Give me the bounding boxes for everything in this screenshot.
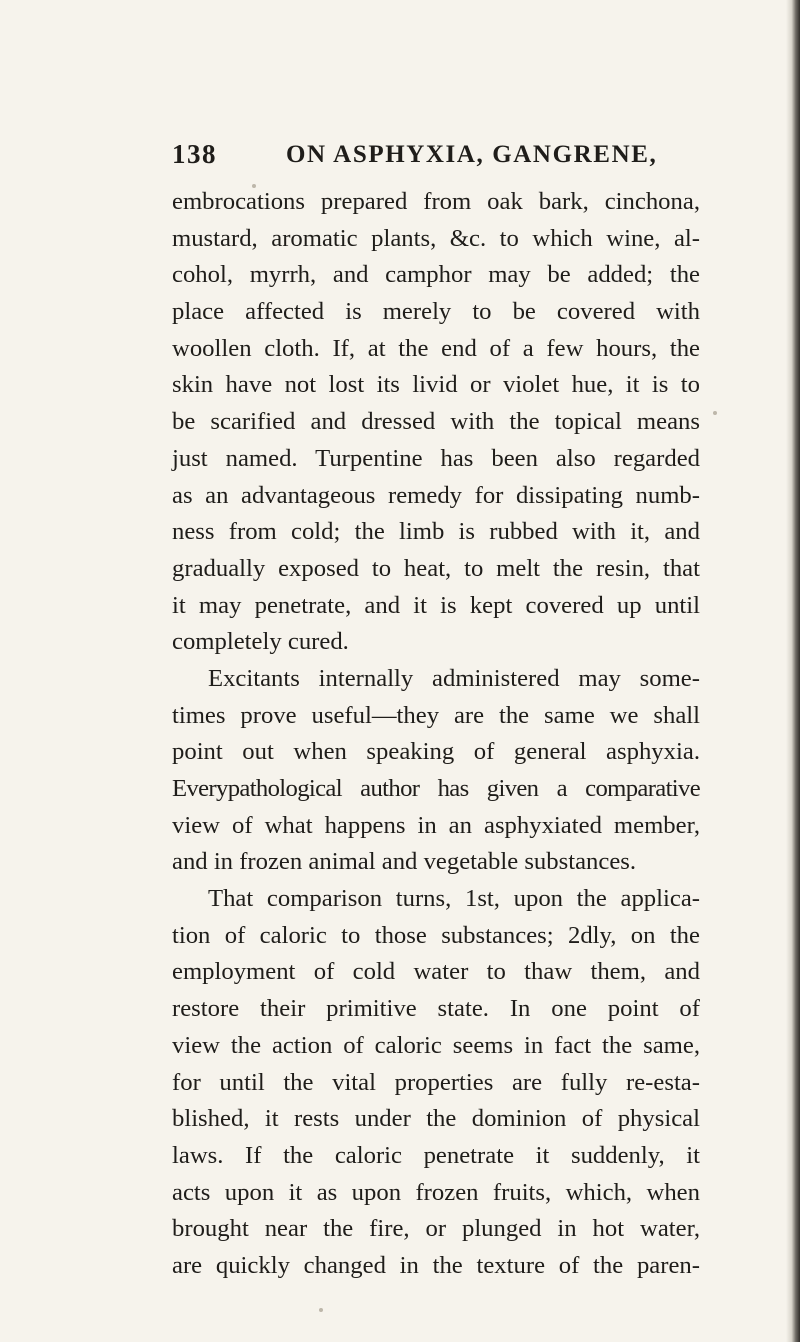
text-line: tion of caloric to those substances; 2dly, on the [172,921,700,949]
text-line: place affected is merely to be covered with [172,298,700,326]
text-line: woollen cloth. If, at the end of a few hours, the [172,334,700,362]
text-line: Everypathological author has given a comparative [172,775,700,802]
text-line: as an advantageous remedy for dissipating numb- [172,481,700,509]
text-line: it may penetrate, and it is kept covered up until [172,591,700,619]
page-edge-shadow [786,0,800,1342]
text-line: laws. If the caloric penetrate it suddenly, it [172,1141,700,1169]
text-line: ness from cold; the limb is rubbed with it, and [172,518,700,546]
text-line: skin have not lost its livid or violet hue, it is to [172,371,700,399]
text-line: brought near the fire, or plunged in hot water, [172,1215,700,1243]
running-title: ON ASPHYXIA, GANGRENE, [286,141,658,168]
text-line: completely cured. [172,628,349,656]
paragraph-start-line: That comparison turns, 1st, upon the applica- [208,885,700,913]
text-line: gradually exposed to heat, to melt the resin, that [172,554,700,582]
text-line: mustard, aromatic plants, &c. to which wine, al- [172,224,700,252]
text-line: be scarified and dressed with the topical means [172,408,700,436]
paper-speck [713,411,717,415]
text-line: employment of cold water to thaw them, and [172,958,700,986]
text-line: view of what happens in an asphyxiated member, [172,811,700,839]
text-line: restore their primitive state. In one point of [172,995,700,1023]
paper-speck [252,184,256,188]
text-line: and in frozen animal and vegetable substances. [172,848,637,876]
text-line: are quickly changed in the texture of the paren- [172,1251,700,1279]
text-line: times prove useful—they are the same we shall [172,701,700,729]
paper-speck [319,1308,323,1312]
text-line: acts upon it as upon frozen fruits, which, when [172,1178,700,1206]
text-line: cohol, myrrh, and camphor may be added; the [172,261,700,289]
text-line: for until the vital properties are fully re-esta- [172,1068,700,1096]
paragraph-start-line: Excitants internally administered may some- [208,664,700,692]
page-number: 138 [172,139,217,169]
text-line: view the action of caloric seems in fact the same, [172,1031,700,1059]
page-header [172,139,672,179]
text-line: embrocations prepared from oak bark, cinchona, [172,188,700,215]
text-line: just named. Turpentine has been also regarded [172,444,700,472]
body-text [172,184,700,1285]
text-line: point out when speaking of general asphyxia. [172,738,700,766]
text-line: blished, it rests under the dominion of physical [172,1105,700,1133]
